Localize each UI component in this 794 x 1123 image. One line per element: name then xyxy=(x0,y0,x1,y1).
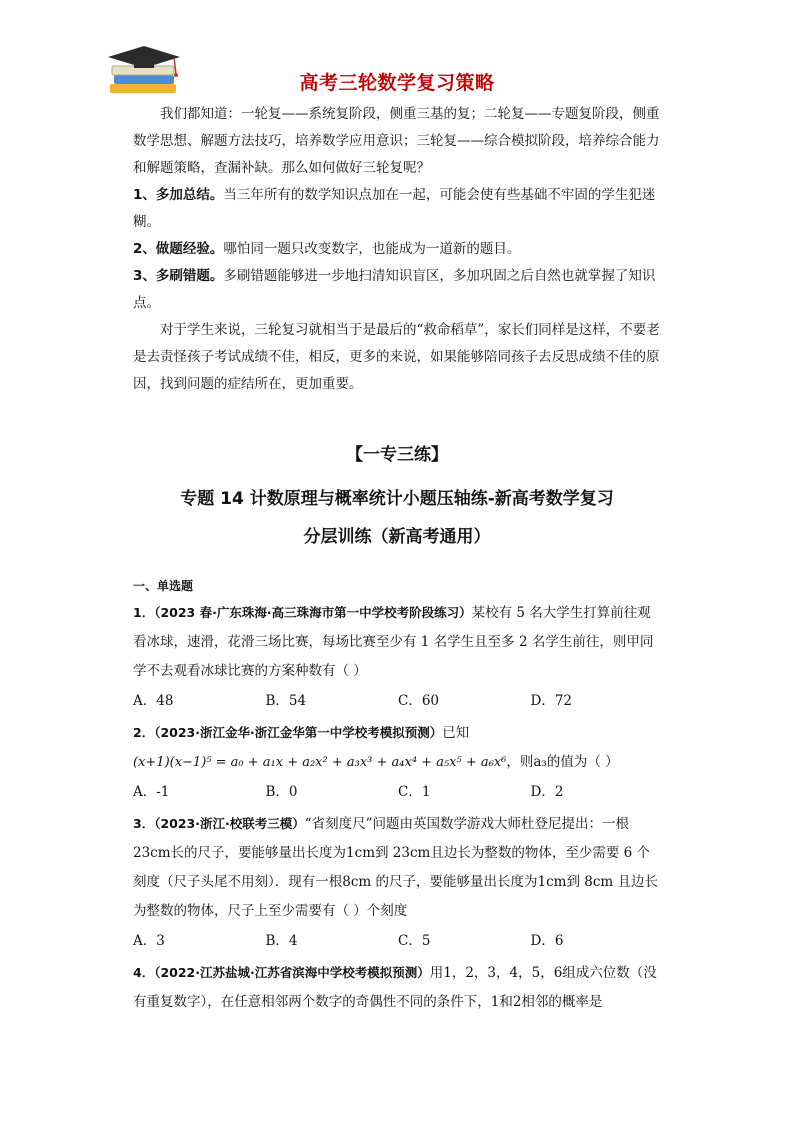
intro-paragraph: 我们都知道：一轮复——系统复阶段，侧重三基的复；二轮复——专题复阶段，侧重数学思想、解题方法技巧，培养数学应用意识；三轮复——综合模拟阶段，培养综合能力和解题策略，查漏补缺。那么如何做好三轮复呢？ xyxy=(133,106,660,176)
tip-label: 1、多加总结。 xyxy=(133,187,224,203)
question-source: （2023·浙江·校联考三模） xyxy=(154,816,305,831)
topic-title-line: 分层训练（新高考通用） xyxy=(303,527,491,547)
closing-paragraph: 对于学生来说，三轮复习就相当于是最后的“救命稻草”，家长们同样是这样，不要老是去责怪孩子考试成绩不佳，相反，更多的来说，如果能够陪同孩子去反思成绩不佳的原因，找到问题的症结所在，更加重要。 xyxy=(133,322,660,392)
question-text: “省刻度尺”问题由英国数学游戏大师杜登尼提出：一根 23cm长的尺子，要能够量出长度为1cm到 23cm且边长为整数的物体，至少需要 6 个刻度（尺子头尾不用刻）．现有一根8cm 的尺子，要能够量出长度为1cm到 8cm 且边长为整数的物体，尺子上至少需要有（ ）个刻度 xyxy=(133,816,658,919)
question-tail: ，则a₃的值为（ ） xyxy=(506,754,619,770)
answer-options xyxy=(133,778,663,807)
series-banner: 【一专三练】 xyxy=(346,445,448,465)
question-item xyxy=(133,718,663,807)
option-b: B．54 xyxy=(265,693,307,709)
tip-item xyxy=(133,236,663,263)
tip-item xyxy=(133,182,663,236)
question-number: 1． xyxy=(133,605,155,620)
option-a: A．3 xyxy=(133,933,165,949)
question-item xyxy=(133,598,663,716)
question-source: （2023 春·广东珠海·高三珠海市第一中学校考阶段练习） xyxy=(154,605,472,620)
tip-label: 2、做题经验。 xyxy=(133,241,224,257)
answer-options xyxy=(133,687,663,716)
option-b: B．0 xyxy=(265,784,298,800)
topic-title xyxy=(120,480,674,556)
question-item xyxy=(133,958,663,1017)
tip-label: 3、多刷错题。 xyxy=(133,268,224,284)
question-text: 用1，2，3，4，5，6组成六位数（没有重复数字），在任意相邻两个数字的奇偶性不同的条件下，1和2相邻的概率是 xyxy=(133,965,657,1010)
option-d: D．2 xyxy=(530,784,564,800)
question-text: 已知 xyxy=(442,725,470,741)
tip-item xyxy=(133,263,663,317)
question-number: 3． xyxy=(133,816,155,831)
intro-section xyxy=(133,101,663,398)
question-source: （2022·江苏盐城·江苏省滨海中学校考模拟预测） xyxy=(154,965,430,980)
option-a: A．48 xyxy=(133,693,174,709)
option-d: D．6 xyxy=(530,933,564,949)
tip-text: 当三年所有的数学知识点加在一起，可能会使有些基础不牢固的学生犯迷糊。 xyxy=(133,187,656,230)
option-b: B．4 xyxy=(265,933,298,949)
option-c: C．5 xyxy=(398,933,431,949)
answer-options xyxy=(133,927,663,956)
question-number: 2． xyxy=(133,725,155,740)
option-c: C．60 xyxy=(398,693,440,709)
option-a: A．-1 xyxy=(133,784,170,800)
tip-text: 多刷错题能够进一步地扫清知识盲区，多加巩固之后自然也就掌握了知识点。 xyxy=(133,268,656,311)
question-list xyxy=(133,598,663,1017)
question-source: （2023·浙江金华·浙江金华第一中学校考模拟预测） xyxy=(154,725,443,740)
document-title: 高考三轮数学复习策略 xyxy=(299,72,495,94)
topic-title-line: 专题 14 计数原理与概率统计小题压轴练-新高考数学复习 xyxy=(180,489,614,509)
question-text: 某校有 5 名大学生打算前往观看冰球，速滑，花滑三场比赛，每场比赛至少有 1 名学生且至多 2 名学生前往，则甲同学不去观看冰球比赛的方案种数有（ ） xyxy=(133,605,654,679)
option-d: D．72 xyxy=(530,693,573,709)
math-formula: (x+1)(x−1)⁵ = a₀ + a₁x + a₂x² + a₃x³ + a₄x⁴ + a₅x⁵ + a₆x⁶ xyxy=(133,755,507,770)
question-item xyxy=(133,809,663,956)
section-heading: 一、单选题 xyxy=(133,579,194,593)
tip-text: 哪怕同一题只改变数字，也能成为一道新的题目。 xyxy=(223,241,521,257)
option-c: C．1 xyxy=(398,784,431,800)
question-number: 4． xyxy=(133,965,155,980)
